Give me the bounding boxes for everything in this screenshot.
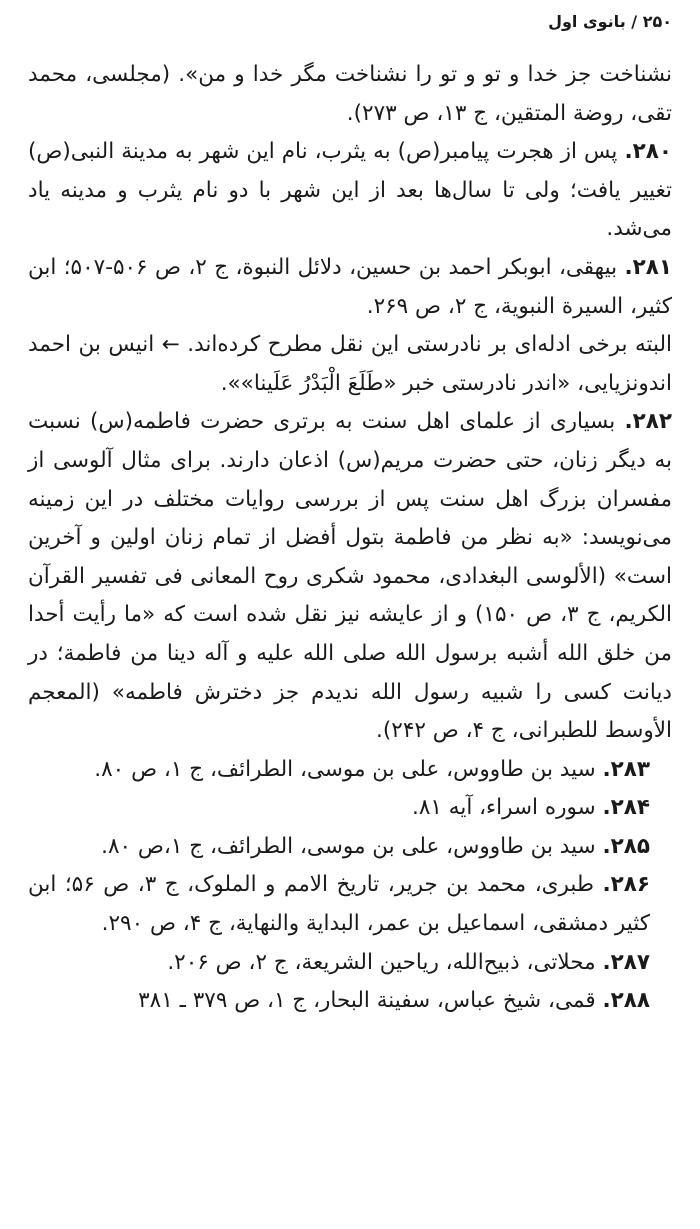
note-text: محلاتی، ذبیح‌الله، ریاحین الشریعة، ج ۲، ص ۲۰۶. <box>167 949 596 975</box>
endnote-288 <box>28 982 672 1021</box>
note-number: ۲۸۵. <box>602 833 650 859</box>
header-separator: / <box>631 12 638 31</box>
note-text: البته برخی ادله‌ای بر نادرستی این نقل مطرح کرده‌اند. ← انیس بن احمد اندونزیایی، «اندر نادرستی خبر «طَلَعَ الْبَدْرُ عَلَینا»». <box>28 332 672 396</box>
note-text: بیهقی، ابوبکر احمد بن حسین، دلائل النبوة، ج ۲، ص ۵۰۶-۵۰۷؛ ابن کثیر، السیرة النبویة، ج ۲، ص ۲۶۹. <box>28 254 672 319</box>
note-number: ۲۸۴. <box>602 795 650 821</box>
note-number: ۲۸۸. <box>602 988 650 1014</box>
note-text: پس از هجرت پیامبر(ص) به یثرب، نام این شهر به مدینة النبی(ص) تغییر یافت؛ ولی تا سال‌ها بعد از این شهر با دو نام یثرب و مدینه یاد می‌شد. <box>28 139 672 242</box>
note-number: ۲۸۰. <box>624 139 672 165</box>
note-text: سید بن طاووس، علی بن موسی، الطرائف، ج ۱، ص ۸۰. <box>94 756 596 782</box>
running-header <box>548 12 672 31</box>
note-text: سید بن طاووس، علی بن موسی، الطرائف، ج ۱،ص ۸۰. <box>101 833 596 859</box>
endnote-287 <box>28 944 672 983</box>
note-text: بسیاری از علمای اهل سنت به برتری حضرت فاطمه(س) نسبت به دیگر زنان، حتی حضرت مریم(س) اذعان دارند. برای مثال آلوسی از مفسران بزرگ اهل سنت پس از بررسی روایات مختلف در این زمینه می‌نویسد: «به نظر من فاطمة بتول أفضل از تمام زنان اولین و آخرین است» (الألوسی البغدادی، محمود شکری روح المعانی فی تفسیر القرآن الکریم، ج ۳، ص ۱۵۰) و از عایشه نیز نقل شده است که «ما رأیت أحدا من خلق الله أشبه برسول الله صلی الله علیه و آله دینا من فاطمة؛ در دیانت کسی را شبیه رسول الله ندیدم جز دخترش فاطمه» (المعجم الأوسط للطبرانی، ج ۴، ص ۲۴۲). <box>28 409 672 744</box>
endnote-280 <box>28 133 672 249</box>
note-number: ۲۸۲. <box>624 409 672 435</box>
endnote-285 <box>28 828 672 867</box>
endnote-continuation <box>28 56 672 133</box>
note-number: ۲۸۶. <box>602 872 650 898</box>
endnote-283 <box>28 751 672 790</box>
book-title: بانوی اول <box>548 12 626 31</box>
endnote-286 <box>28 866 672 943</box>
note-text: طبری، محمد بن جریر، تاریخ الامم و الملوک، ج ۳، ص ۵۶؛ ابن کثیر دمشقی، اسماعیل بن عمر، البدایة والنهایة، ج ۴، ص ۲۹۰. <box>28 872 650 937</box>
endnote-281-addendum <box>28 326 672 403</box>
endnote-281 <box>28 249 672 326</box>
page-number: ۲۵۰ <box>642 12 672 31</box>
note-text: سوره اسراء، آیه ۸۱. <box>412 795 596 821</box>
endnotes-body <box>28 56 672 1021</box>
note-number: ۲۸۱. <box>624 254 672 280</box>
note-number: ۲۸۳. <box>602 756 650 782</box>
note-number: ۲۸۷. <box>602 949 650 975</box>
endnote-284 <box>28 789 672 828</box>
note-text: قمی، شیخ عباس، سفینة البحار، ج ۱، ص ۳۷۹ ـ ۳۸۱ <box>138 988 596 1014</box>
note-text: نشناخت جز خدا و تو و تو را نشناخت مگر خدا و من». (مجلسی، محمد تقی، روضة المتقین، ج ۱۳، ص ۲۷۳). <box>28 62 672 126</box>
endnote-282 <box>28 403 672 750</box>
